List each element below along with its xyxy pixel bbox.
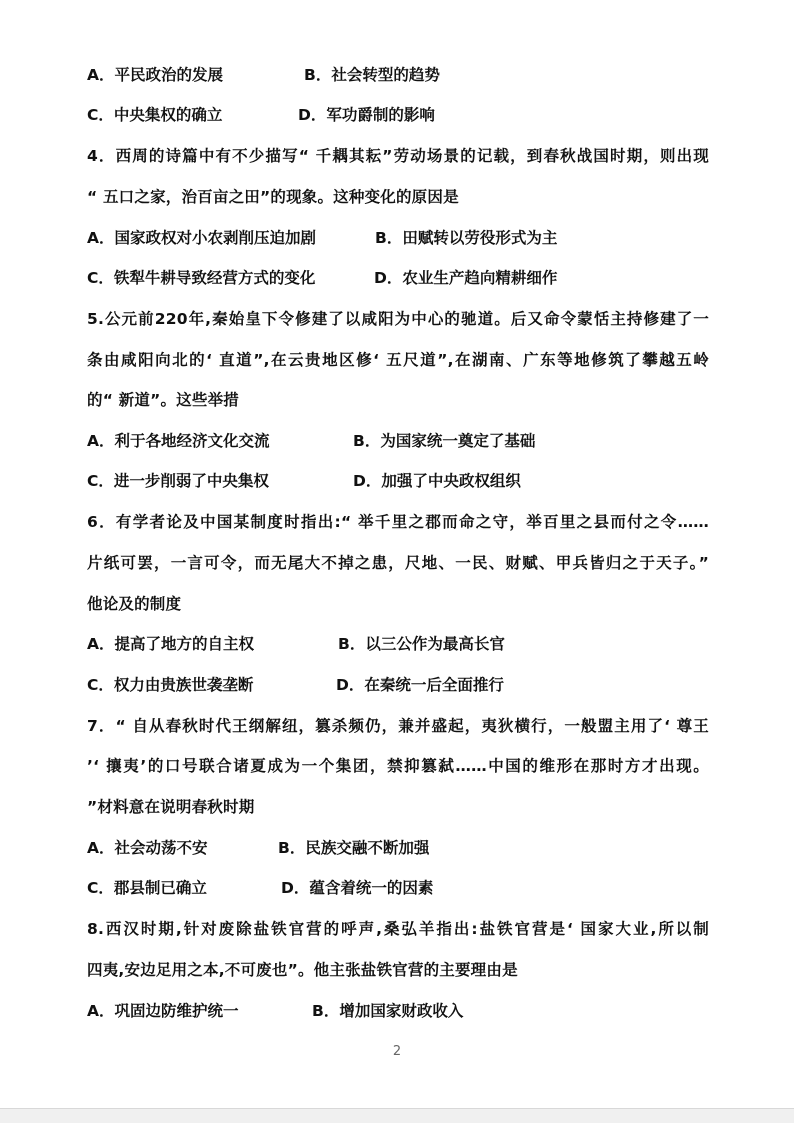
q7-option-a: A．社会动荡不安	[87, 839, 208, 857]
q4-option-a: A．国家政权对小农剥削压迫加剧	[87, 229, 316, 247]
q6-option-b: B．以三公作为最高长官	[338, 635, 505, 653]
q3-option-a: A．平民政治的发展	[87, 66, 223, 84]
q8-stem-line-2: 四夷,安边足用之本,不可废也”。他主张盐铁官营的主要理由是	[87, 961, 518, 979]
q3-option-b: B．社会转型的趋势	[304, 66, 440, 84]
q6-option-a: A．提高了地方的自主权	[87, 635, 254, 653]
page-bottom-edge	[0, 1108, 794, 1123]
q4-option-c: C．铁犁牛耕导致经营方式的变化	[87, 269, 316, 287]
q5-option-a: A．利于各地经济文化交流	[87, 432, 270, 450]
q3-option-d: D．军功爵制的影响	[298, 106, 435, 124]
q5-option-c: C．进一步削弱了中央集权	[87, 472, 269, 490]
q5-option-b: B．为国家统一奠定了基础	[353, 432, 536, 450]
q7-option-d: D．蕴含着统一的因素	[281, 879, 434, 897]
q6-stem-line-1: 6．有学者论及中国某制度时指出:“ 举千里之郡而命之守，举百里之县而付之令……	[87, 513, 709, 531]
q5-stem-line-3: 的“ 新道”。这些举措	[87, 391, 239, 409]
q8-option-b: B．增加国家财政收入	[312, 1002, 464, 1020]
q8-stem-line-1: 8.西汉时期,针对废除盐铁官营的呼声,桑弘羊指出:盐铁官营是‘ 国家大业,所以制	[87, 920, 709, 938]
q6-stem-line-2: 片纸可罢，一言可令，而无尾大不掉之患，尺地、一民、财赋、甲兵皆归之于天子。”	[87, 554, 709, 572]
q7-option-b: B．民族交融不断加强	[278, 839, 430, 857]
q4-stem-line-1: 4．西周的诗篇中有不少描写“ 千耦其耘”劳动场景的记载，到春秋战国时期，则出现	[87, 147, 709, 165]
q8-option-a: A．巩固边防维护统一	[87, 1002, 239, 1020]
q4-option-b: B．田赋转以劳役形式为主	[375, 229, 558, 247]
q6-option-d: D．在秦统一后全面推行	[336, 676, 504, 694]
q5-stem-line-1: 5.公元前220年,秦始皇下令修建了以咸阳为中心的驰道。后又命令蒙恬主持修建了一	[87, 310, 709, 328]
q7-stem-line-1: 7．“ 自从春秋时代王纲解纽，篡杀频仍，兼并盛起，夷狄横行，一般盟主用了‘ 尊王	[87, 717, 709, 735]
q6-option-c: C．权力由贵族世袭垄断	[87, 676, 254, 694]
q5-option-d: D．加强了中央政权组织	[353, 472, 521, 490]
q7-stem-line-3: ”材料意在说明春秋时期	[87, 798, 255, 816]
q4-stem-line-2: “ 五口之家，治百亩之田”的现象。这种变化的原因是	[87, 188, 459, 206]
q5-stem-line-2: 条由咸阳向北的‘ 直道”,在云贵地区修‘ 五尺道”,在湖南、广东等地修筑了攀越五岭	[87, 351, 709, 369]
q7-stem-line-2: ’‘ 攘夷’的口号联合诸夏成为一个集团，禁抑篡弑……中国的维形在那时方才出现。	[87, 757, 709, 775]
q7-option-c: C．郡县制已确立	[87, 879, 207, 897]
q4-option-d: D．农业生产趋向精耕细作	[374, 269, 558, 287]
q3-option-c: C．中央集权的确立	[87, 106, 223, 124]
q6-stem-line-3: 他论及的制度	[87, 595, 182, 613]
page-number: 2	[392, 1044, 402, 1059]
